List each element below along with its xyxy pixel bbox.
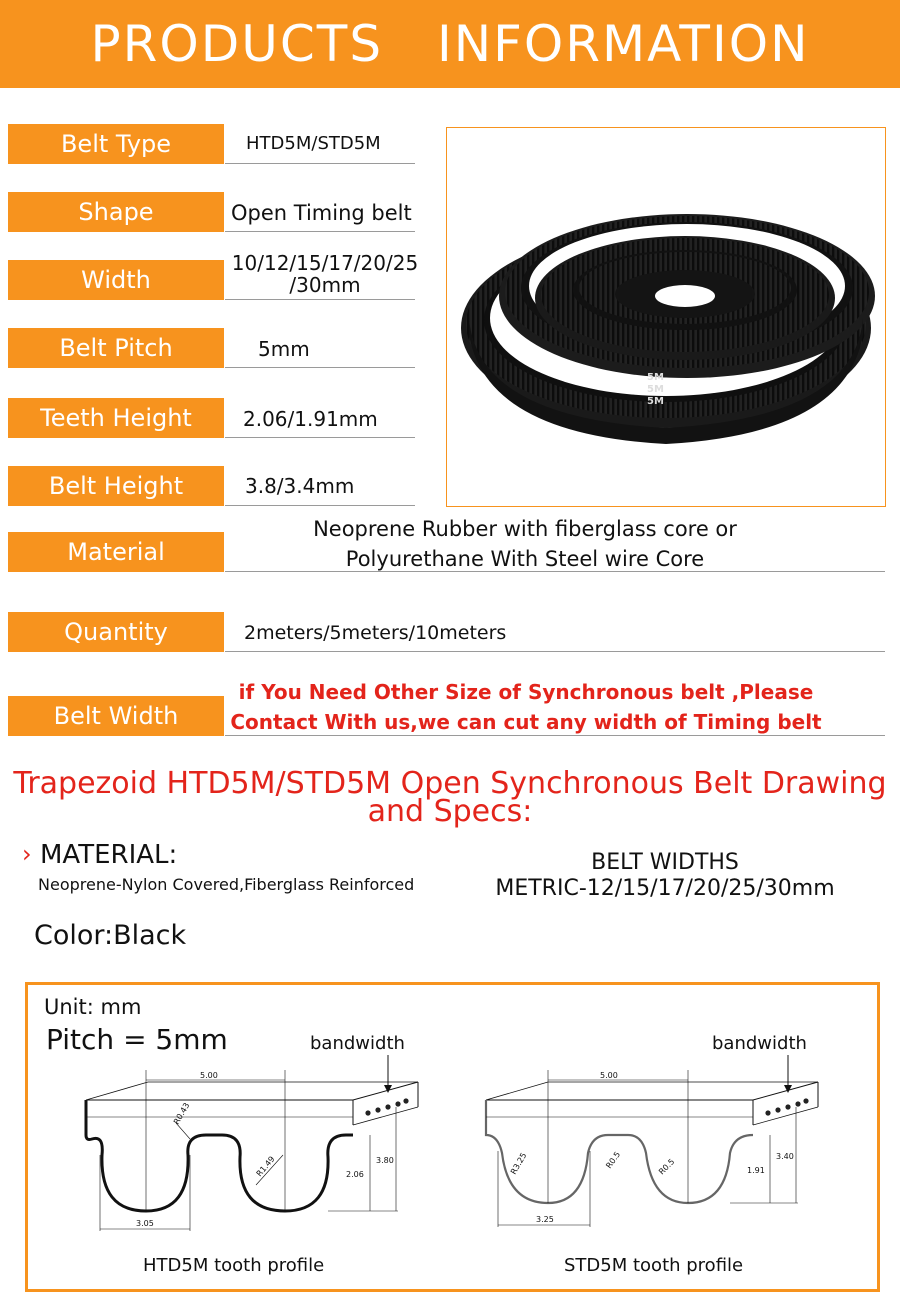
std-tooth-width: 3.25	[536, 1215, 554, 1224]
label-material: Material	[8, 532, 224, 572]
divider	[225, 437, 415, 438]
value-quantity: 2meters/5meters/10meters	[244, 622, 507, 644]
belt-marking: 5M	[647, 384, 664, 395]
label-teeth-height: Teeth Height	[8, 398, 224, 438]
header-word-information: INFORMATION	[436, 15, 810, 73]
label-belt-width: Belt Width	[8, 696, 224, 736]
value-material-line2: Polyurethane With Steel wire Core	[345, 547, 705, 571]
belt-widths-heading: BELT WIDTHS	[591, 850, 739, 875]
divider	[225, 231, 415, 232]
std-radius-right: R0.5	[657, 1157, 677, 1177]
htd-caption: HTD5M tooth profile	[143, 1255, 325, 1276]
timing-belt-coil-image	[447, 128, 885, 506]
belt-widths-text: METRIC-12/15/17/20/25/30mm	[495, 876, 835, 901]
std-radius-left: R3.25	[508, 1151, 529, 1176]
value-belt-height: 3.8/3.4mm	[245, 474, 355, 498]
divider	[225, 163, 415, 164]
value-material-line1: Neoprene Rubber with fiberglass core or	[313, 517, 737, 541]
note-line2: Contact With us,we can cut any width of Timing belt	[230, 710, 822, 734]
value-width-line2: /30mm	[289, 273, 361, 297]
color-label: Color:Black	[34, 920, 187, 951]
profile-diagrams	[28, 985, 877, 1289]
std-tooth-height: 1.91	[747, 1166, 765, 1175]
header-word-products: PRODUCTS	[90, 15, 384, 73]
value-belt-pitch: 5mm	[258, 337, 310, 361]
note-custom-width	[226, 677, 826, 737]
value-shape: Open Timing belt	[231, 201, 412, 225]
std-caption: STD5M tooth profile	[564, 1255, 744, 1276]
value-width	[230, 252, 420, 296]
htd-pitch-dim: 5.00	[200, 1071, 218, 1080]
material-heading: MATERIAL:	[40, 840, 178, 870]
htd-tooth-width: 3.05	[136, 1219, 154, 1228]
divider	[225, 367, 415, 368]
pitch-label: Pitch = 5mm	[46, 1023, 228, 1056]
label-belt-pitch: Belt Pitch	[8, 328, 224, 368]
chevron-right-icon: ›	[22, 840, 32, 868]
section-title-line2: and Specs:	[367, 794, 533, 829]
page-header	[0, 0, 900, 88]
label-belt-height: Belt Height	[8, 466, 224, 506]
divider	[225, 571, 885, 572]
divider	[225, 505, 415, 506]
htd-tooth-height: 2.06	[346, 1170, 364, 1179]
divider	[225, 735, 885, 736]
htd-bandwidth-label: bandwidth	[310, 1033, 405, 1054]
value-belt-type: HTD5M/STD5M	[246, 133, 381, 154]
value-teeth-height: 2.06/1.91mm	[243, 407, 378, 431]
divider	[225, 651, 885, 652]
drawing-section-title	[0, 766, 900, 829]
label-shape: Shape	[8, 192, 224, 232]
material-text: Neoprene-Nylon Covered,Fiberglass Reinforced	[38, 875, 415, 894]
std-bandwidth-label: bandwidth	[712, 1033, 807, 1054]
product-photo	[446, 127, 886, 507]
htd-belt-height: 3.80	[376, 1156, 394, 1165]
note-line1: if You Need Other Size of Synchronous belt ,Please	[238, 680, 814, 704]
belt-widths-block	[480, 850, 850, 902]
std-radius-mid: R0.5	[604, 1150, 623, 1171]
std-pitch-dim: 5.00	[600, 1071, 618, 1080]
label-width: Width	[8, 260, 224, 300]
unit-label: Unit: mm	[44, 995, 142, 1019]
belt-marking: 5M	[647, 372, 664, 383]
htd-radius-top: R0.43	[171, 1101, 192, 1126]
htd-radius-tooth: R1.49	[254, 1154, 277, 1179]
value-material	[240, 514, 810, 574]
std-belt-height: 3.40	[776, 1152, 794, 1161]
label-quantity: Quantity	[8, 612, 224, 652]
divider	[225, 299, 415, 300]
tooth-profile-drawing	[25, 982, 880, 1292]
section-title-line1: Trapezoid HTD5M/STD5M Open Synchronous Belt Drawing	[13, 766, 887, 801]
label-belt-type: Belt Type	[8, 124, 224, 164]
belt-marking: 5M	[647, 396, 664, 407]
value-width-line1: 10/12/15/17/20/25	[231, 251, 419, 275]
